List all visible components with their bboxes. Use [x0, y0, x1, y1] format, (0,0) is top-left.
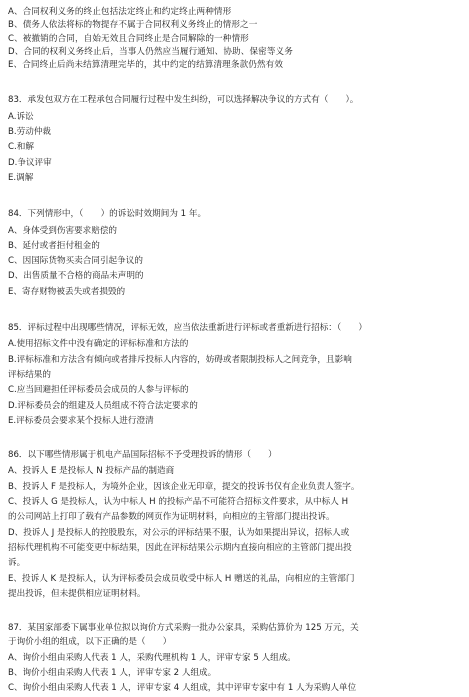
q85-option-b: B.评标标准和方法含有倾向或者排斥投标人内容的，妨碍或者限制投标人之间竞争，且影响	[8, 354, 352, 365]
question-85	[8, 322, 459, 429]
q86-option-c: C、投诉人 G 是投标人，认为中标人 H 的投标产品不可能符合招标文件要求，从中标人 H	[8, 497, 349, 508]
q84-option-d: D、出售质量不合格的商品未声明的	[8, 271, 144, 282]
q83-option-d: D.争议评审	[8, 157, 52, 168]
q86-option-e-continued: 提出投诉，但未提供相应证明材料。	[8, 588, 146, 599]
previous-question-options	[8, 6, 459, 72]
q85-option-c: C.应当回避担任评标委员会成员的人参与评标的	[8, 385, 189, 396]
question-83-title: 83．承发包双方在工程承包合同履行过程中发生纠纷，可以选择解决争议的方式有（ ）。	[8, 95, 359, 106]
question-86-title: 86．以下哪些情形属于机电产品国际招标不予受理投诉的情形（ ）	[8, 450, 277, 461]
q86-option-a: A、投诉人 E 是投标人 N 投标产品的制造商	[8, 466, 175, 477]
q85-option-e: E.评标委员会要求某个投标人进行澄清	[8, 415, 154, 426]
q83-option-e: E.调解	[8, 172, 34, 183]
q84-option-c: C、因国际货物买卖合同引起争议的	[8, 256, 143, 267]
option-d: D、合同的权利义务终止后，当事人仍然应当履行通知、协助、保密等义务	[8, 46, 293, 57]
q83-option-a: A.诉讼	[8, 111, 34, 122]
q83-option-c: C.和解	[8, 142, 34, 153]
question-83	[8, 94, 459, 186]
question-87	[8, 622, 459, 696]
q83-option-b: B.劳动仲裁	[8, 127, 52, 138]
q84-option-b: B、延付或者拒付租金的	[8, 240, 100, 251]
q84-option-a: A、身体受到伤害要求赔偿的	[8, 225, 118, 236]
q87-option-b: B、询价小组由采购人代表 1 人，评审专家 2 人组成。	[8, 667, 217, 678]
question-85-title: 85．评标过程中出现哪些情况，评标无效，应当依法重新进行评标或者重新进行招标：（ ）	[8, 323, 367, 334]
q86-option-d-continued-2: 诉。	[8, 558, 26, 569]
q85-option-b-continued: 评标结果的	[8, 369, 51, 380]
q84-option-e: E、寄存财物被丢失或者损毁的	[8, 286, 126, 297]
question-84	[8, 208, 459, 300]
question-84-title: 84．下列情形中，（ ）的诉讼时效期间为 1 年。	[8, 209, 207, 220]
q85-option-a: A.使用招标文件中没有确定的评标标准和方法的	[8, 339, 189, 350]
q86-option-e: E、投诉人 K 是投标人，认为评标委员会成员收受中标人 H 赠送的礼品，向相应的主管部门	[8, 573, 355, 584]
q86-option-b: B、投诉人 F 是投标人，为境外企业，因该企业无印章，提交的投诉书仅有企业负责人签字。	[8, 481, 360, 492]
option-a: A、合同权利义务的终止包括法定终止和约定终止两种情形	[8, 7, 232, 17]
question-86	[8, 449, 459, 602]
q86-option-c-continued: 的公司网站上打印了载有产品参数的网页作为证明材料，向相应的主管部门提出投诉。	[8, 512, 335, 523]
question-87-title-continued: 于询价小组的组成，以下正确的是（ ）	[8, 637, 172, 648]
question-87-title: 87．某国家部委下属事业单位拟以询价方式采购一批办公家具，采购估算价为 125 万元，关	[8, 623, 359, 634]
option-b: B、债务人依法将标的物提存不属于合同权利义务终止的情形之一	[8, 20, 258, 31]
q86-option-d-continued: 招标代理机构不可能变更中标结果，因此在评标结果公示期内直接向相应的主管部门提出投	[8, 542, 352, 553]
option-e: E、合同终止后尚未结算清理完毕的，其中约定的结算清理条款仍然有效	[8, 60, 284, 71]
q85-option-d: D.评标委员会的组建及人员组成不符合法定要求的	[8, 400, 198, 411]
q86-option-d: D、投诉人 J 是投标人的控股股东，对公示的评标结果不服，认为如果提出异议，招标人或	[8, 527, 350, 538]
q87-option-a: A、询价小组由采购人代表 1 人，采购代理机构 1 人，评审专家 5 人组成。	[8, 652, 296, 663]
q87-option-c: C、询价小组由采购人代表 1 人，评审专家 4 人组成，其中评审专家中有 1 人为采购人单位	[8, 683, 357, 694]
option-c: C、被撤销的合同，自始无效且合同终止是合同解除的一种情形	[8, 33, 249, 44]
